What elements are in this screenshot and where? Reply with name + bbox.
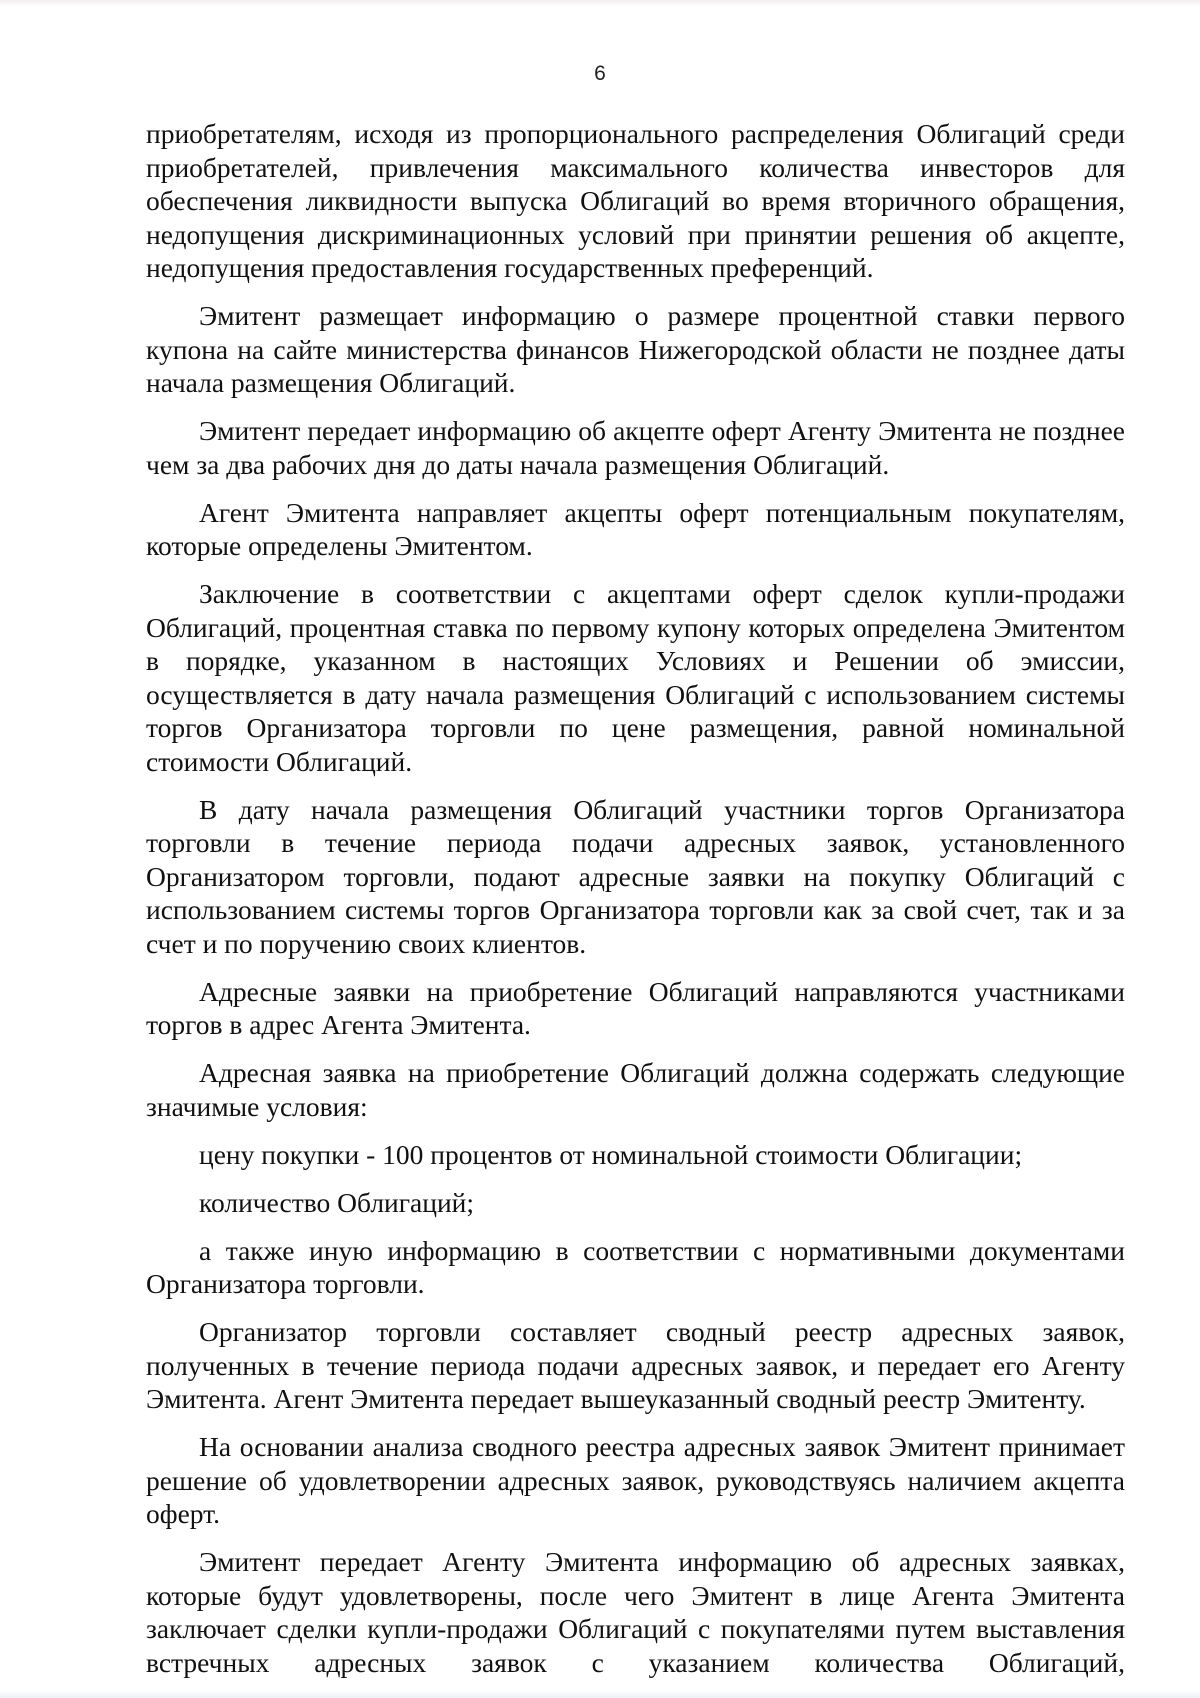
scan-edge-top	[0, 0, 1200, 6]
paragraph: Эмитент размещает информацию о размере процентной ставки первого купона на сайте министерства финансов Нижегородской области не позднее даты начала размещения Облигаций.	[146, 300, 1125, 398]
paragraph: Эмитент передает информацию об акцепте оферт Агенту Эмитента не позднее чем за два рабочих дня до даты начала размещения Облигаций.	[146, 415, 1125, 480]
document-body	[146, 117, 1125, 1694]
list-item: цену покупки - 100 процентов от номинальной стоимости Облигации;	[199, 1138, 1023, 1170]
paragraph-continuation: приобретателям, исходя из пропорционального распределения Облигаций среди приобретателей, привлечения максимального количества инвесторов для обеспечения ликвидности выпуска Облигаций во время вторичного обращения, недопущения дискриминационных условий при принятии решения об акцепте, недопущения предоставления государственных преференций.	[146, 118, 1125, 283]
paragraph: Адресная заявка на приобретение Облигаций должна содержать следующие значимые условия:	[146, 1057, 1125, 1122]
paragraph: Адресные заявки на приобретение Облигаций направляются участниками торгов в адрес Агента Эмитента.	[146, 975, 1125, 1040]
paragraph: Агент Эмитента направляет акцепты оферт потенциальным покупателям, которые определены Эмитентом.	[146, 496, 1125, 561]
paragraph: Заключение в соответствии с акцептами оферт сделок купли-продажи Облигаций, процентная ставка по первому купону которых определена Эмитентом в порядке, указанном в настоящих Условиях и Решении об эмиссии, осуществляется в дату начала размещения Облигаций с использованием системы торгов Организатора торговли по цене размещения, равной номинальной стоимости Облигаций.	[146, 578, 1125, 777]
paragraph: Организатор торговли составляет сводный реестр адресных заявок, полученных в течение периода подачи адресных заявок, и передает его Агенту Эмитента. Агент Эмитента передает вышеуказанный сводный реестр Эмитенту.	[146, 1316, 1125, 1414]
paragraph: В дату начала размещения Облигаций участники торгов Организатора торговли в течение периода подачи адресных заявок, установленного Организатором торговли, подают адресные заявки на покупку Облигаций с использованием системы торгов Организатора торговли как за свой счет, так и за счет и по поручению своих клиентов.	[146, 793, 1125, 959]
list-item: а также иную информацию в соответствии с нормативными документами Организатора торговли.	[146, 1234, 1125, 1299]
paragraph: На основании анализа сводного реестра адресных заявок Эмитент принимает решение об удовлетворении адресных заявок, руководствуясь наличием акцепта оферт.	[146, 1431, 1125, 1529]
page-number: 6	[594, 62, 606, 85]
scan-edge-bottom	[0, 1690, 1200, 1698]
list-item: количество Облигаций;	[199, 1186, 475, 1218]
paragraph-continues-next-page: Эмитент передает Агенту Эмитента информацию об адресных заявках, которые будут удовлетворены, после чего Эмитент в лице Агента Эмитента заключает сделки купли-продажи Облигаций с покупателями путем выставления встречных адресных заявок с указанием количества Облигаций,	[146, 1546, 1125, 1678]
